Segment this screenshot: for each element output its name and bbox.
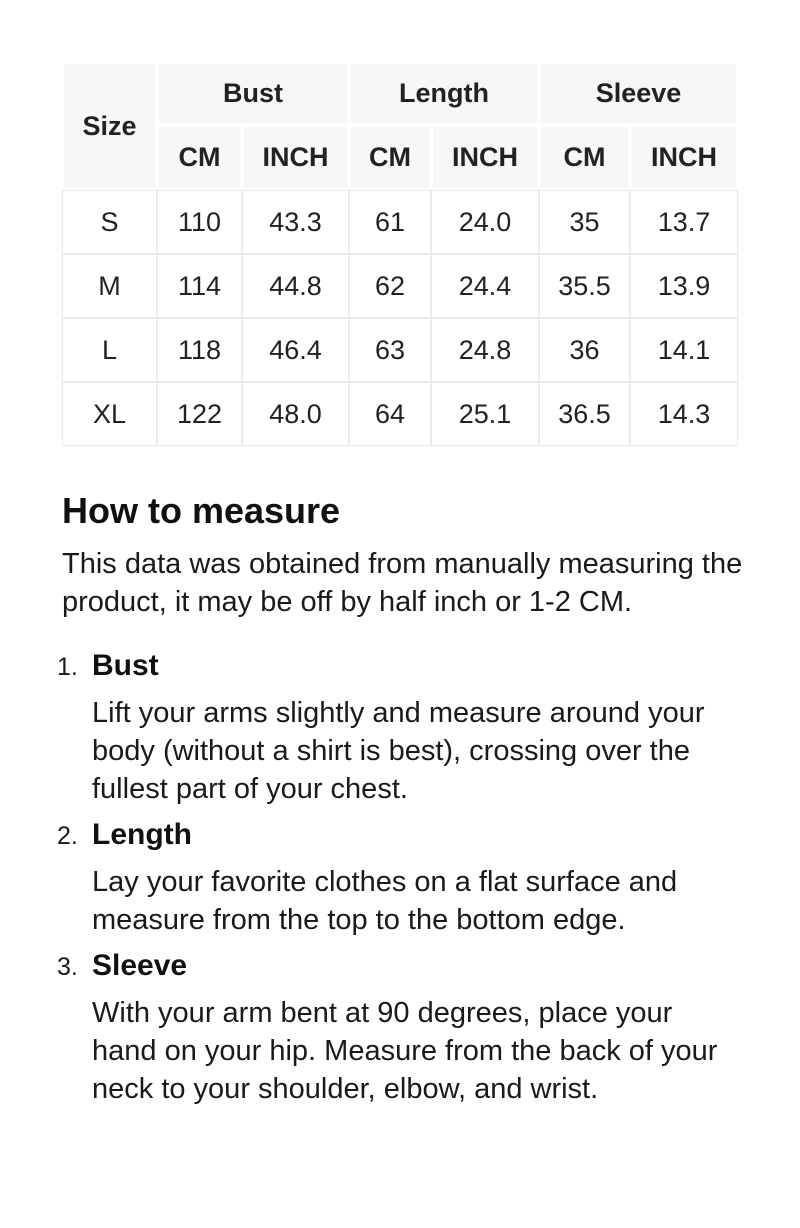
- sleeve-cm-cell: 35.5: [539, 254, 630, 318]
- sleeve-cm-cell: 36.5: [539, 382, 630, 446]
- sleeve-cm-header: CM: [539, 125, 630, 190]
- bust-inch-cell: 44.8: [242, 254, 349, 318]
- step-description: With your arm bent at 90 degrees, place your hand on your hip. Measure from the back of your neck to your shoulder, elbow, and wrist.: [92, 997, 718, 1105]
- step-body: [92, 647, 732, 808]
- sleeve-group-header: Sleeve: [539, 62, 738, 125]
- table-header-unit-row: [62, 125, 738, 190]
- step-number: 1.: [57, 653, 78, 681]
- length-cm-cell: 62: [349, 254, 431, 318]
- sleeve-inch-cell: 14.3: [630, 382, 738, 446]
- measure-steps-list: [57, 647, 800, 1108]
- sleeve-cm-cell: 35: [539, 190, 630, 254]
- table-row-m: [62, 254, 738, 318]
- bust-group-header: Bust: [157, 62, 349, 125]
- length-inch-cell: 25.1: [431, 382, 539, 446]
- measure-step-bust: [57, 647, 800, 808]
- size-cell: XL: [62, 382, 157, 446]
- bust-cm-cell: 122: [157, 382, 242, 446]
- sleeve-cm-cell: 36: [539, 318, 630, 382]
- step-description: Lay your favorite clothes on a flat surface and measure from the top to the bottom edge.: [92, 866, 678, 936]
- how-to-measure-intro: This data was obtained from manually measuring the product, it may be off by half inch or 1-2 CM.: [62, 548, 743, 618]
- table-row-s: [62, 190, 738, 254]
- step-title: Length: [92, 818, 192, 851]
- bust-inch-cell: 46.4: [242, 318, 349, 382]
- step-description: Lift your arms slightly and measure around your body (without a shirt is best), crossing over the fullest part of your chest.: [92, 697, 705, 805]
- bust-cm-cell: 110: [157, 190, 242, 254]
- sleeve-inch-cell: 13.7: [630, 190, 738, 254]
- size-chart-section: [62, 62, 800, 446]
- step-title: Sleeve: [92, 949, 188, 982]
- length-group-header: Length: [349, 62, 539, 125]
- size-cell: L: [62, 318, 157, 382]
- length-inch-cell: 24.0: [431, 190, 539, 254]
- measure-step-length: [57, 816, 800, 939]
- size-cell: S: [62, 190, 157, 254]
- step-number: 3.: [57, 953, 78, 981]
- length-cm-cell: 64: [349, 382, 431, 446]
- sleeve-inch-cell: 13.9: [630, 254, 738, 318]
- table-row-l: [62, 318, 738, 382]
- bust-cm-cell: 118: [157, 318, 242, 382]
- bust-cm-cell: 114: [157, 254, 242, 318]
- length-cm-header: CM: [349, 125, 431, 190]
- how-to-measure-section: [0, 490, 800, 1108]
- length-inch-header: INCH: [431, 125, 539, 190]
- length-cm-cell: 61: [349, 190, 431, 254]
- bust-inch-header: INCH: [242, 125, 349, 190]
- bust-inch-cell: 48.0: [242, 382, 349, 446]
- length-cm-cell: 63: [349, 318, 431, 382]
- length-inch-cell: 24.4: [431, 254, 539, 318]
- length-inch-cell: 24.8: [431, 318, 539, 382]
- table-row-xl: [62, 382, 738, 446]
- bust-inch-cell: 43.3: [242, 190, 349, 254]
- how-to-measure-title: How to measure: [62, 490, 341, 531]
- step-title: Bust: [92, 649, 159, 682]
- sleeve-inch-cell: 14.1: [630, 318, 738, 382]
- step-body: [92, 947, 732, 1108]
- step-body: [92, 816, 732, 939]
- size-chart-table: [62, 62, 738, 446]
- bust-cm-header: CM: [157, 125, 242, 190]
- size-cell: M: [62, 254, 157, 318]
- size-column-header: Size: [62, 62, 157, 190]
- step-number: 2.: [57, 822, 78, 850]
- table-header-group-row: [62, 62, 738, 125]
- measure-step-sleeve: [57, 947, 800, 1108]
- sleeve-inch-header: INCH: [630, 125, 738, 190]
